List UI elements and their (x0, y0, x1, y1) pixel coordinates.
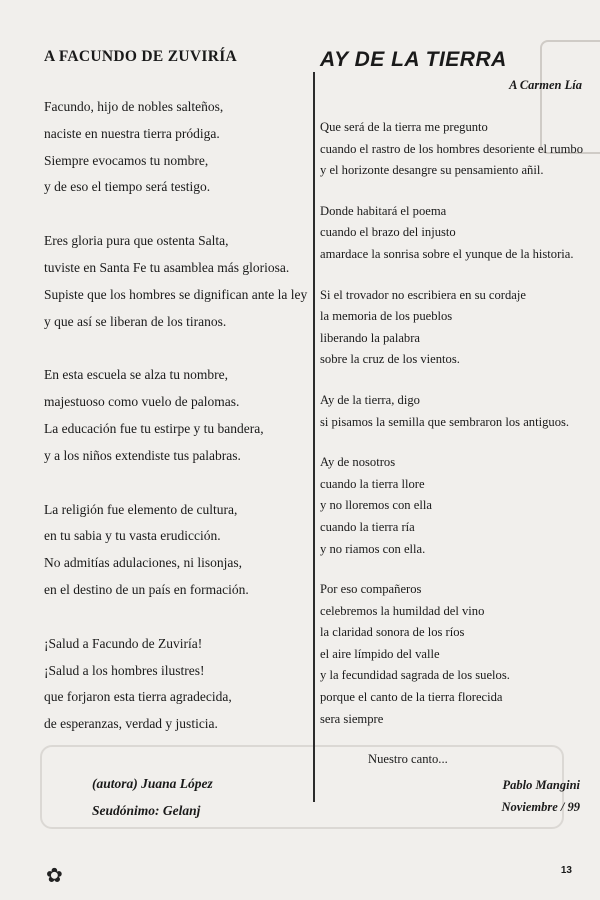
poem-line: ¡Salud a los hombres ilustres! (44, 662, 205, 678)
poem-line: en el destino de un país en formación. (44, 581, 249, 597)
poem-line: Ay de la tierra, digo (320, 392, 420, 407)
poem-line: y el horizonte desangre su pensamiento añil. (320, 163, 544, 178)
right-poem-signature (502, 774, 580, 818)
poem-line: el aire límpido del valle (320, 646, 440, 661)
poem-line: Siempre evocamos tu nombre, (44, 152, 209, 168)
poem-line: y no lloremos con ella (320, 498, 432, 513)
poem-line: No admitías adulaciones, ni lisonjas, (44, 555, 242, 571)
poem-line: cuando la tierra llore (320, 476, 425, 491)
page-number: 13 (560, 865, 572, 876)
stanza (320, 452, 582, 560)
poem-line: Facundo, hijo de nobles salteños, (44, 99, 224, 114)
poem-line: Por eso compañeros (320, 582, 422, 597)
poem-line: Ay de nosotros (320, 455, 396, 470)
poem-line: y la fecundidad sagrada de los suelos. (320, 668, 510, 683)
right-poem-author: Pablo Mangini (502, 778, 580, 792)
poem-line: Donde habitará el poema (320, 203, 447, 218)
column-divider (313, 72, 315, 802)
poem-line: que forjaron esta tierra agradecida, (44, 689, 232, 705)
poem-line: Supiste que los hombres se dignifican ante la ley (44, 286, 308, 302)
left-poem-signature (92, 770, 213, 824)
poem-line: Si el trovador no escribiera en su cordaje (320, 287, 526, 302)
poem-line: sera siempre (320, 711, 384, 726)
stanza (320, 117, 582, 182)
stanza (320, 201, 582, 266)
right-poem-closing: Nuestro canto... (368, 752, 448, 767)
left-poem (44, 48, 306, 765)
poem-line: y que así se liberan de los tiranos. (44, 313, 227, 329)
left-poem-body (44, 94, 306, 738)
poem-line: y a los niños extendiste tus palabras. (44, 447, 241, 463)
stanza (320, 285, 582, 371)
poem-line: cuando el brazo del injusto (320, 225, 456, 240)
poem-line: de esperanzas, verdad y justicia. (44, 716, 218, 732)
poem-line: ¡Salud a Facundo de Zuviría! (44, 635, 203, 651)
poem-line: cuando la tierra ría (320, 519, 415, 534)
poem-line: celebremos la humildad del vino (320, 603, 485, 618)
stanza (44, 497, 306, 604)
right-poem-title: AY DE LA TIERRA (320, 48, 507, 71)
poem-line: la claridad sonora de los ríos (320, 625, 465, 640)
poem-line: si pisamos la semilla que sembraron los antiguos. (320, 414, 570, 429)
poem-line: porque el canto de la tierra florecida (320, 690, 503, 705)
poem-line: la memoria de los pueblos (320, 309, 453, 324)
poem-line: liberando la palabra (320, 330, 420, 345)
stanza (44, 362, 306, 469)
author-line: (autora) Juana López (92, 776, 213, 791)
pseudonym-line: Seudónimo: Gelanj (92, 803, 201, 818)
poem-line: Eres gloria pura que ostenta Salta, (44, 233, 229, 249)
stanza (44, 228, 306, 335)
poem-line: majestuoso como vuelo de palomas. (44, 394, 240, 410)
poem-line: tuviste en Santa Fe tu asamblea más gloriosa. (44, 259, 290, 275)
right-poem (320, 48, 582, 770)
poem-line: sobre la cruz de los vientos. (320, 352, 460, 367)
printer-mark-icon: ✿ (46, 865, 63, 887)
poem-line: La religión fue elemento de cultura, (44, 501, 238, 517)
poem-line: y de eso el tiempo será testigo. (44, 179, 211, 195)
poem-line: y no riamos con ella. (320, 541, 426, 556)
right-poem-date: Noviembre / 99 (501, 800, 580, 814)
stanza (320, 579, 582, 730)
right-poem-dedication: A Carmen Lía (509, 78, 582, 92)
poem-line: Que será de la tierra me pregunto (320, 120, 488, 134)
stanza (320, 390, 582, 433)
stanza (44, 631, 306, 738)
right-poem-body (320, 117, 582, 730)
poem-line: La educación fue tu estirpe y tu bandera, (44, 420, 264, 436)
poem-line: amardace la sonrisa sobre el yunque de la historia. (320, 246, 574, 261)
poem-line: en tu sabia y tu vasta erudicción. (44, 528, 221, 544)
left-poem-title: A FACUNDO DE ZUVIRÍA (44, 48, 238, 65)
poem-line: naciste en nuestra tierra pródiga. (44, 125, 220, 141)
poem-line: cuando el rastro de los hombres desoriente el rumbo (320, 141, 583, 156)
poem-line: En esta escuela se alza tu nombre, (44, 367, 229, 383)
stanza (44, 94, 306, 201)
